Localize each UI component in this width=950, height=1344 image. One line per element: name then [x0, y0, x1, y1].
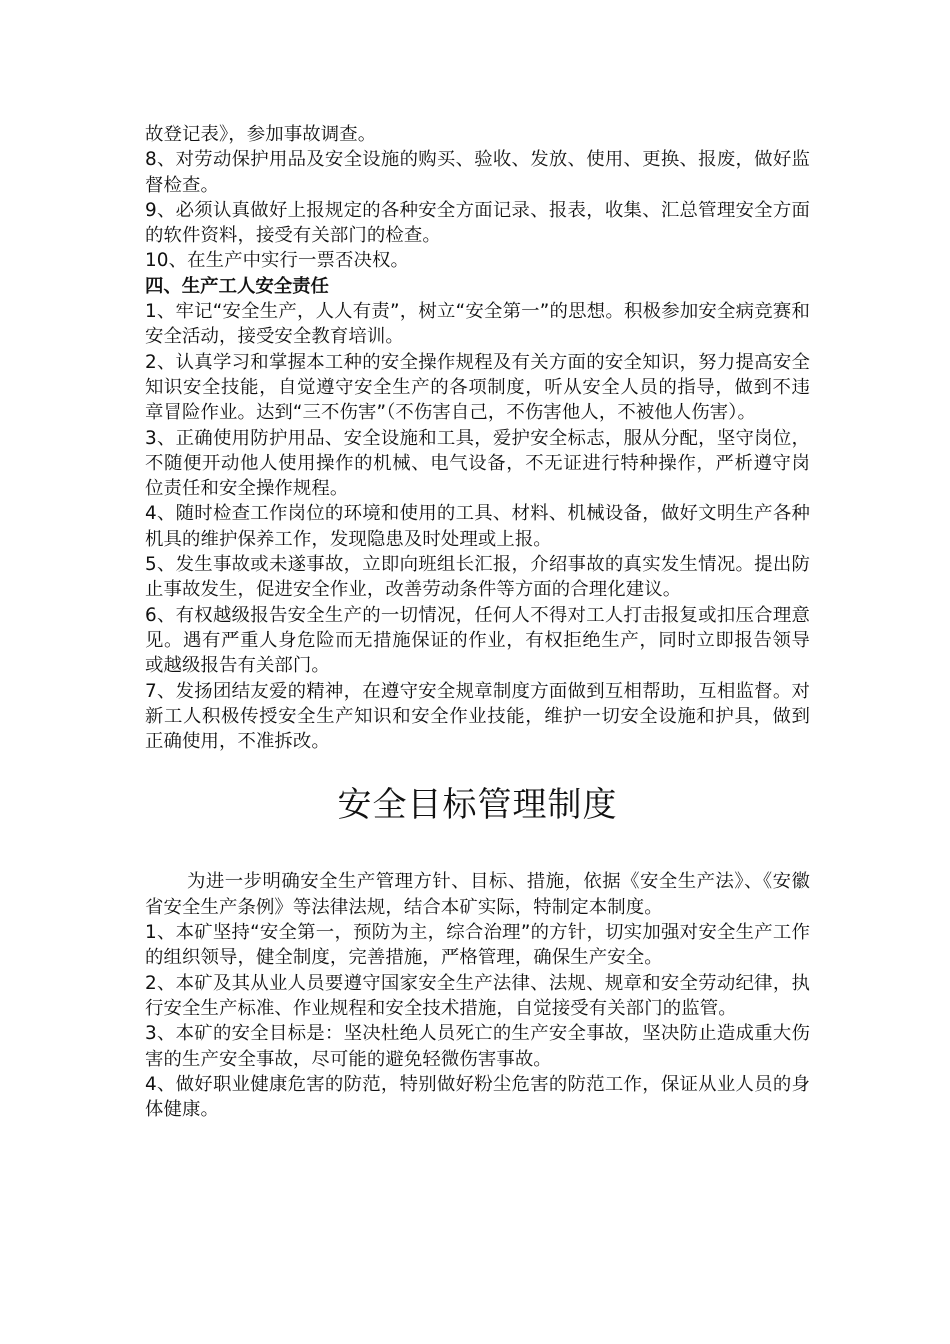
paragraph: 7、发扬团结友爱的精神，在遵守安全规章制度方面做到互相帮助，互相监督。对新工人积极传授安全生产知识和安全作业技能，维护一切安全设施和护具，做到正确使用，不准拆改。 — [145, 680, 810, 753]
paragraph: 1、牢记“安全生产，人人有责”，树立“安全第一”的思想。积极参加安全病竞赛和安全活动，接受安全教育培训。 — [145, 301, 810, 348]
paragraph: 9、必须认真做好上报规定的各种安全方面记录、报表，收集、汇总管理安全方面的软件资料，接受有关部门的检查。 — [145, 199, 810, 247]
paragraph: 故登记表》，参加事故调查。 — [145, 124, 377, 145]
paragraph: 3、本矿的安全目标是：坚决杜绝人员死亡的生产安全事故，坚决防止造成重大伤害的生产安全事故，尽可能的避免轻微伤害事故。 — [145, 1023, 810, 1070]
paragraph: 6、有权越级报告安全生产的一切情况，任何人不得对工人打击报复或扣压合理意见。遇有严重人身危险而无措施保证的作业，有权拒绝生产，同时立即报告领导或越级报告有关部门。 — [145, 604, 810, 677]
paragraph: 4、随时检查工作岗位的环境和使用的工具、材料、机械设备，做好文明生产各种机具的维护保养工作，发现隐患及时处理或上报。 — [145, 503, 810, 550]
paragraph: 4、做好职业健康危害的防范，特别做好粉尘危害的防范工作，保证从业人员的身体健康。 — [145, 1073, 810, 1121]
paragraph: 8、对劳动保护用品及安全设施的购买、验收、发放、使用、更换、报废，做好监督检查。 — [145, 149, 810, 196]
paragraph: 1、本矿坚持“安全第一，预防为主，综合治理”的方针，切实加强对安全生产工作的组织领导，健全制度，完善措施，严格管理，确保生产安全。 — [145, 922, 810, 969]
document-body — [145, 122, 810, 1122]
paragraph: 3、正确使用防护用品、安全设施和工具，爱护安全标志，服从分配，坚守岗位，不随便开动他人使用操作的机械、电气设备，不无证进行特种操作，严析遵守岗位责任和安全操作规程。 — [145, 427, 810, 500]
intro-paragraph: 为进一步明确安全生产管理方针、目标、措施，依据《安全生产法》、《安徽省安全生产条例》等法律法规，结合本矿实际，特制定本制度。 — [145, 871, 810, 918]
paragraph: 10、在生产中实行一票否决权。 — [145, 250, 409, 272]
document-title: 安全目标管理制度 — [337, 785, 618, 826]
paragraph: 2、认真学习和掌握本工种的安全操作规程及有关方面的安全知识，努力提高安全知识安全技能，自觉遵守安全生产的各项制度，听从安全人员的指导，做到不违章冒险作业。达到“三不伤害”（不伤害自己，不伤害他人，不被他人伤害）。 — [145, 351, 810, 424]
paragraph: 2、本矿及其从业人员要遵守国家安全生产法律、法规、规章和安全劳动纪律，执行安全生产标准、作业规程和安全技术措施，自觉接受有关部门的监管。 — [145, 972, 810, 1019]
paragraph: 5、发生事故或未遂事故，立即向班组长汇报，介绍事故的真实发生情况。提出防止事故发生，促进安全作业，改善劳动条件等方面的合理化建议。 — [145, 554, 810, 601]
section-heading: 四、生产工人安全责任 — [145, 275, 329, 297]
